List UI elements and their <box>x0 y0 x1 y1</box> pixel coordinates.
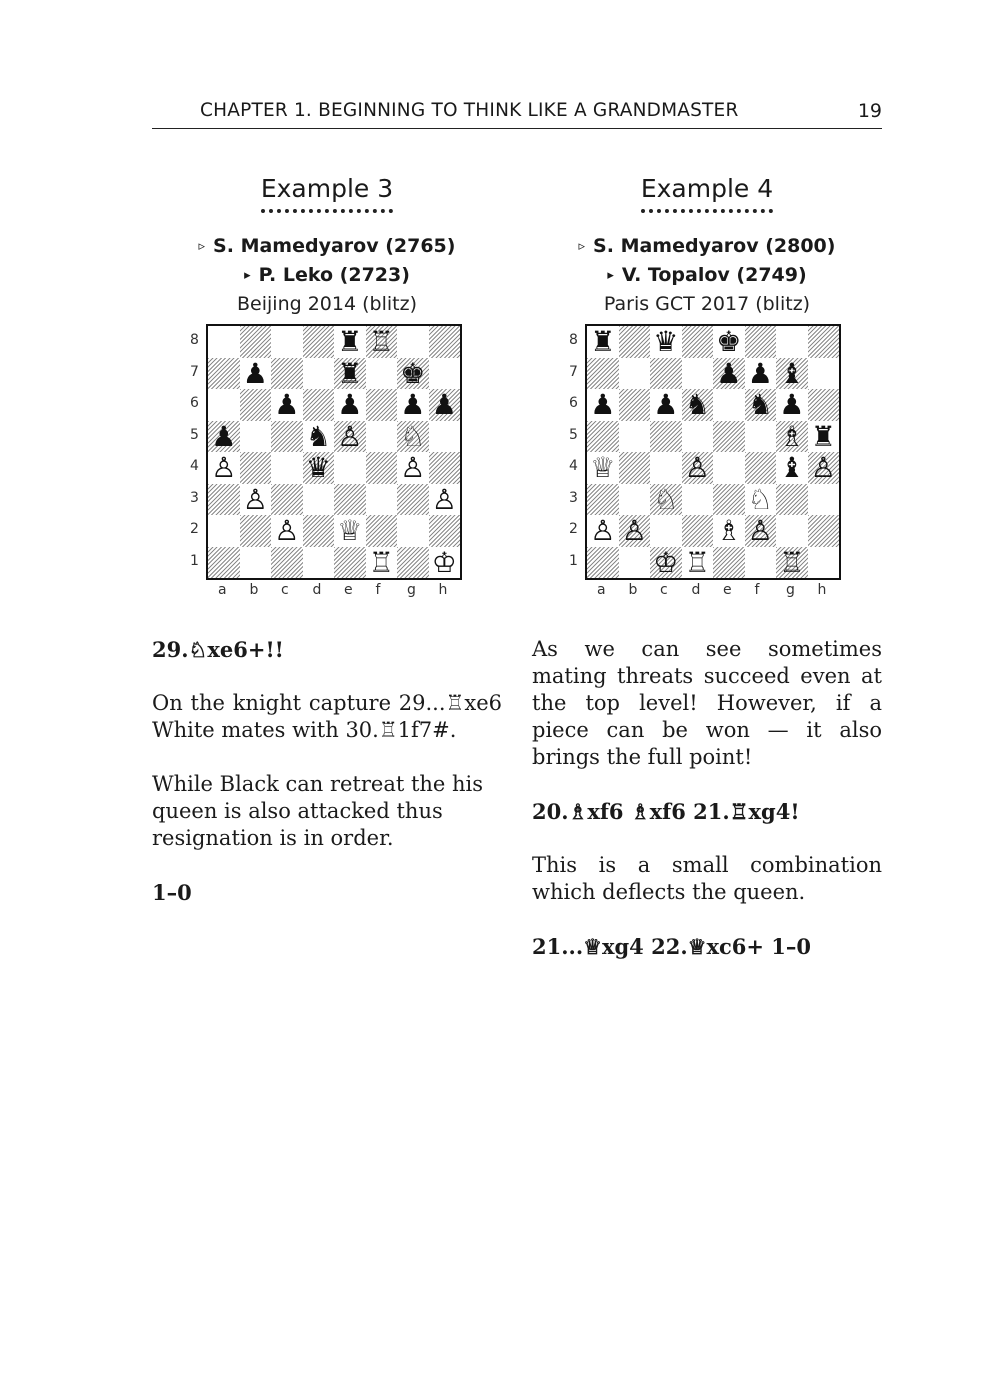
dark-square <box>397 484 429 516</box>
event-info: Paris GCT 2017 (blitz) <box>603 293 811 315</box>
example-4-heading <box>532 172 882 318</box>
dark-square <box>271 358 303 390</box>
file-label: b <box>628 582 638 598</box>
white-piece-e2: ♕ <box>337 514 363 547</box>
white-piece-c1: ♔ <box>653 545 679 579</box>
black-piece-g6: ♟ <box>779 388 805 421</box>
light-square <box>650 515 682 547</box>
light-square <box>334 452 366 484</box>
dark-square <box>587 358 619 390</box>
light-square <box>397 515 429 547</box>
black-marker: ▸ <box>607 268 614 283</box>
light-square <box>240 547 272 579</box>
light-square <box>303 484 335 516</box>
rank-label: 4 <box>569 458 578 474</box>
light-square <box>808 547 840 579</box>
dark-square <box>208 484 240 516</box>
white-piece-e5: ♙ <box>337 419 363 453</box>
example-3-heading <box>152 172 502 318</box>
white-piece-f3: ♘ <box>747 482 773 516</box>
example-title: Example 4 <box>641 172 773 213</box>
game-result: 1–0 <box>152 880 192 905</box>
dark-square <box>271 547 303 579</box>
rank-label: 8 <box>569 332 578 348</box>
light-square <box>713 452 745 484</box>
light-square <box>776 515 808 547</box>
rank-label: 2 <box>569 521 578 537</box>
black-piece-h5: ♜ <box>810 419 836 453</box>
dark-square <box>240 515 272 547</box>
dark-square <box>208 358 240 390</box>
black-piece-e8: ♚ <box>716 325 742 358</box>
white-piece-f1: ♖ <box>368 545 394 579</box>
white-piece-g5: ♘ <box>400 419 426 453</box>
file-label: f <box>375 582 381 598</box>
dark-square <box>240 389 272 421</box>
light-square <box>208 389 240 421</box>
light-square <box>713 389 745 421</box>
file-label: g <box>407 582 416 598</box>
black-player-name: P. Leko (2723) <box>258 264 410 286</box>
white-piece-d4: ♙ <box>684 451 710 484</box>
black-piece-d6: ♞ <box>684 388 710 421</box>
light-square <box>619 547 651 579</box>
light-square <box>303 358 335 390</box>
rank-label: 7 <box>569 363 578 380</box>
black-player-name: V. Topalov (2749) <box>621 264 807 286</box>
black-piece-c8: ♛ <box>653 325 679 358</box>
black-piece-e7: ♟ <box>716 356 742 390</box>
dark-square <box>745 326 777 358</box>
white-to-move-marker: ▹ <box>198 239 206 254</box>
black-piece-b7: ♟ <box>242 356 268 390</box>
dark-square <box>240 326 272 358</box>
black-piece-e6: ♟ <box>337 388 363 421</box>
black-piece-d4: ♛ <box>305 451 331 484</box>
light-square <box>208 326 240 358</box>
dark-square <box>208 547 240 579</box>
white-to-move-marker: ▹ <box>578 239 586 254</box>
paragraph: This is a small combination which deflects the queen. <box>532 853 882 904</box>
file-label: e <box>723 582 732 598</box>
dark-square <box>776 484 808 516</box>
light-square <box>366 421 398 453</box>
file-label: a <box>597 582 606 598</box>
dark-square <box>429 452 461 484</box>
left-text-column <box>152 636 502 933</box>
white-player-name: S. Mamedyarov (2765) <box>213 235 456 257</box>
file-label: d <box>691 582 701 598</box>
white-piece-a4: ♕ <box>590 451 616 484</box>
dark-square <box>303 389 335 421</box>
rank-label: 3 <box>190 489 199 506</box>
white-piece-g4: ♙ <box>400 451 426 484</box>
chessboard <box>206 324 462 580</box>
right-text-column <box>532 636 882 987</box>
dark-square <box>271 421 303 453</box>
dark-square <box>240 452 272 484</box>
dark-square <box>682 515 714 547</box>
white-piece-e2: ♗ <box>716 514 742 547</box>
black-piece-g7: ♚ <box>400 356 426 390</box>
dark-square <box>334 547 366 579</box>
white-piece-g1: ♖ <box>779 545 805 579</box>
light-square <box>619 358 651 390</box>
black-piece-h6: ♟ <box>431 388 457 421</box>
white-piece-a2: ♙ <box>590 514 616 547</box>
dark-square <box>397 547 429 579</box>
black-piece-g4: ♝ <box>779 451 805 484</box>
light-square <box>619 484 651 516</box>
black-player <box>532 262 882 291</box>
white-piece-h3: ♙ <box>431 482 457 516</box>
rank-label: 3 <box>569 489 578 506</box>
dark-square <box>587 547 619 579</box>
paragraph: While Black can retreat the his queen is also attacked thus resignation is in order. <box>152 772 484 850</box>
light-square <box>682 358 714 390</box>
file-label: h <box>438 582 448 598</box>
dark-square <box>808 326 840 358</box>
white-piece-h1: ♔ <box>431 545 457 579</box>
dark-square <box>713 421 745 453</box>
white-piece-f2: ♙ <box>747 514 773 547</box>
rank-label: 5 <box>190 426 199 443</box>
white-piece-b2: ♙ <box>621 514 647 547</box>
light-square <box>429 358 461 390</box>
black-marker: ▸ <box>244 268 251 283</box>
light-square <box>745 421 777 453</box>
dark-square <box>808 515 840 547</box>
white-player <box>532 233 882 262</box>
rank-label: 6 <box>190 395 199 411</box>
dark-square <box>366 452 398 484</box>
rank-label: 2 <box>190 521 199 537</box>
light-square <box>808 358 840 390</box>
move-line: 20.♗xf6 ♗xf6 21.♖xg4! <box>532 799 800 824</box>
dark-square <box>650 358 682 390</box>
light-square <box>366 358 398 390</box>
dark-square <box>366 515 398 547</box>
black-piece-c6: ♟ <box>653 388 679 421</box>
file-label: d <box>312 582 322 598</box>
dark-square <box>713 484 745 516</box>
dark-square <box>587 421 619 453</box>
paragraph: As we can see sometimes mating threats succeed even at the top level! However, if a piece can be won — it also brings the full point! <box>532 637 882 769</box>
black-piece-a5: ♟ <box>211 419 237 453</box>
white-piece-a4: ♙ <box>211 451 237 484</box>
file-label: c <box>660 582 668 598</box>
dark-square <box>713 547 745 579</box>
file-label: b <box>249 582 259 598</box>
rank-label: 1 <box>569 552 578 569</box>
white-piece-f8: ♖ <box>368 325 394 358</box>
dark-square <box>619 452 651 484</box>
black-piece-f7: ♟ <box>747 356 773 390</box>
file-label: e <box>344 582 353 598</box>
light-square <box>397 326 429 358</box>
light-square <box>650 452 682 484</box>
rank-label: 5 <box>569 426 578 443</box>
rank-label: 4 <box>190 458 199 474</box>
event-info: Beijing 2014 (blitz) <box>237 293 417 315</box>
rank-label: 7 <box>190 363 199 380</box>
light-square <box>682 484 714 516</box>
light-square <box>682 421 714 453</box>
dark-square <box>619 389 651 421</box>
light-square <box>271 452 303 484</box>
dark-square <box>271 484 303 516</box>
white-piece-c2: ♙ <box>274 514 300 547</box>
black-piece-a6: ♟ <box>590 388 616 421</box>
white-player <box>152 233 502 262</box>
black-piece-e7: ♜ <box>337 356 363 390</box>
black-piece-g7: ♝ <box>779 356 805 390</box>
white-piece-d1: ♖ <box>684 545 710 579</box>
dark-square <box>619 326 651 358</box>
white-piece-g5: ♗ <box>779 419 805 453</box>
rank-label: 8 <box>190 332 199 348</box>
dark-square <box>429 515 461 547</box>
dark-square <box>650 421 682 453</box>
black-piece-c6: ♟ <box>274 388 300 421</box>
white-piece-c3: ♘ <box>653 482 679 516</box>
black-piece-e8: ♜ <box>337 325 363 358</box>
light-square <box>808 484 840 516</box>
light-square <box>271 326 303 358</box>
light-square <box>429 421 461 453</box>
chessboard <box>585 324 841 580</box>
light-square <box>619 421 651 453</box>
black-piece-a8: ♜ <box>590 325 616 358</box>
move-line: 29.♘xe6+!! <box>152 637 284 662</box>
rank-label: 6 <box>569 395 578 411</box>
dark-square <box>587 484 619 516</box>
black-piece-d5: ♞ <box>305 419 331 453</box>
dark-square <box>366 389 398 421</box>
file-label: g <box>786 582 795 598</box>
light-square <box>240 421 272 453</box>
light-square <box>366 484 398 516</box>
dark-square <box>303 515 335 547</box>
dark-square <box>682 326 714 358</box>
example-title: Example 3 <box>261 172 393 213</box>
page-number: 19 <box>857 100 882 122</box>
dark-square <box>745 452 777 484</box>
paragraph: On the knight capture 29...♖xe6 White mates with 30.♖1f7#. <box>152 691 502 742</box>
chapter-title: CHAPTER 1. BEGINNING TO THINK LIKE A GRANDMASTER <box>200 100 739 121</box>
file-label: a <box>218 582 227 598</box>
white-piece-h4: ♙ <box>810 451 836 484</box>
dark-square <box>429 326 461 358</box>
black-player <box>152 262 502 291</box>
white-player-name: S. Mamedyarov (2800) <box>593 235 836 257</box>
rank-label: 1 <box>190 552 199 569</box>
running-header <box>152 100 882 129</box>
dark-square <box>303 326 335 358</box>
move-line: 21...♕xg4 22.♕xc6+ 1–0 <box>532 934 812 959</box>
file-label: h <box>817 582 827 598</box>
light-square <box>776 326 808 358</box>
file-label: f <box>754 582 760 598</box>
light-square <box>745 547 777 579</box>
dark-square <box>334 484 366 516</box>
file-label: c <box>281 582 289 598</box>
light-square <box>208 515 240 547</box>
light-square <box>303 547 335 579</box>
black-piece-f6: ♞ <box>747 388 773 421</box>
black-piece-g6: ♟ <box>400 388 426 421</box>
white-piece-b3: ♙ <box>242 482 268 516</box>
dark-square <box>808 389 840 421</box>
